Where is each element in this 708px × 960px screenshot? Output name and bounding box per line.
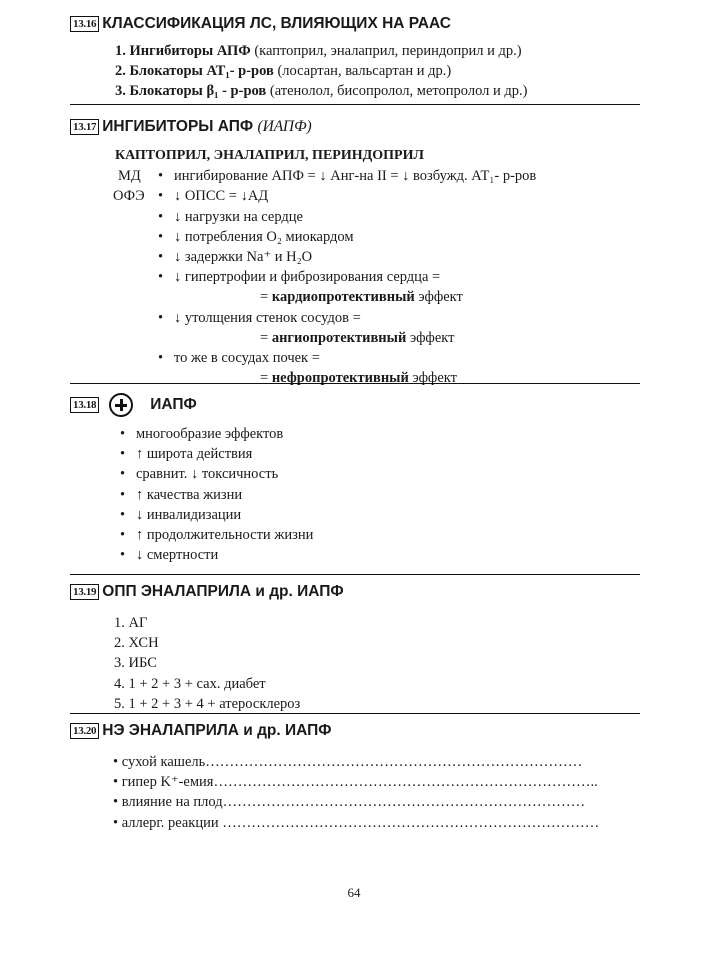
list-item: 5. 1 + 2 + 3 + 4 + атеросклероз	[114, 695, 301, 712]
section-title: КЛАССИФИКАЦИЯ ЛС, ВЛИЯЮЩИХ НА РААС	[102, 15, 451, 33]
page-number: 64	[347, 885, 361, 900]
list-item: • ингибирование АПФ = ↓ Анг-на II = ↓ возбужд. АТ₁- р-ров	[158, 168, 537, 185]
list-item: • ↑ продолжительности жизни	[120, 527, 314, 544]
section-header	[70, 393, 640, 419]
list-item: 3. Блокаторы β₁ - р-ров (атенолол, бисопролол, метопролол и др.)	[115, 83, 528, 100]
list-item: • то же в сосудах почек =	[158, 350, 320, 367]
section-title: ОПП ЭНАЛАПРИЛА и др. ИАПФ	[102, 583, 344, 601]
list-item: • сухой кашель……………………………………………………………………	[113, 754, 583, 770]
list-item: • ↓ задержки Na⁺ и H₂O	[158, 249, 313, 266]
list-item: 4. 1 + 2 + 3 + сах. диабет	[114, 675, 266, 692]
section-header	[70, 15, 640, 41]
divider	[70, 383, 640, 384]
list-item: • сравнит. ↓ токсичность	[120, 466, 279, 483]
list-item: • ↑ широта действия	[120, 446, 253, 463]
effect-line: = ангиопротективный эффект	[260, 329, 455, 346]
list-item: 1. АГ	[114, 615, 148, 631]
section-number: 13.19	[70, 584, 99, 600]
section-header	[70, 722, 640, 748]
list-item: 2. Блокаторы АТ₁- р-ров (лосартан, вальсартан и др.)	[115, 63, 452, 80]
list-item: • гипер K⁺-емия……………………………………………………………………..	[113, 774, 598, 791]
list-item: • ↓ утолщения стенок сосудов =	[158, 309, 361, 326]
divider	[70, 104, 640, 105]
list-item: • ↓ инвалидизации	[120, 506, 242, 523]
section-number: 13.16	[70, 16, 99, 32]
section-title: ИАПФ	[150, 396, 197, 413]
section-header	[70, 583, 640, 609]
section-13-17	[70, 118, 640, 388]
list-item: 1. Ингибиторы АПФ (каптоприл, эналаприл, периндоприл и др.)	[115, 43, 522, 59]
md-label: МД	[118, 168, 141, 185]
list-item: • ↓ потребления O₂ миокардом	[158, 228, 354, 245]
section-13-20	[70, 722, 640, 833]
list-item: • ↓ ОПСС = ↓АД	[158, 188, 269, 205]
effect-line: = кардиопротективный эффект	[260, 289, 463, 306]
drug-list: КАПТОПРИЛ, ЭНАЛАПРИЛ, ПЕРИНДОПРИЛ	[115, 148, 424, 163]
list-item: • ↓ гипертрофии и фиброзирования сердца =	[158, 269, 441, 286]
list-item: • ↓ смертности	[120, 547, 219, 564]
plus-circle-icon	[109, 393, 133, 417]
section-title: ИНГИБИТОРЫ АПФ	[102, 118, 254, 136]
list-item: 3. ИБС	[114, 655, 157, 672]
section-number: 13.18	[70, 397, 99, 413]
divider	[70, 574, 640, 575]
section-number: 13.17	[70, 119, 99, 135]
list-item: • ↑ качества жизни	[120, 486, 243, 503]
list-item: • многообразие эффектов	[120, 426, 284, 442]
section-title: НЭ ЭНАЛАПРИЛА и др. ИАПФ	[102, 722, 332, 740]
section-number: 13.20	[70, 723, 99, 739]
ofe-label: ОФЭ	[113, 188, 145, 205]
list-item: • ↓ нагрузки на сердце	[158, 208, 303, 225]
divider	[70, 713, 640, 714]
section-13-18	[70, 393, 640, 565]
list-item: • влияние на плод…………………………………………………………………	[113, 794, 586, 811]
section-title-abbr: (ИАПФ)	[257, 118, 312, 136]
list-item: 2. ХСН	[114, 635, 159, 652]
section-header	[70, 118, 640, 144]
section-13-16	[70, 15, 640, 102]
list-item: • аллерг. реакции ……………………………………………………………………	[113, 814, 600, 831]
effect-line: = нефропротективный эффект	[260, 370, 457, 387]
section-13-19	[70, 583, 640, 714]
